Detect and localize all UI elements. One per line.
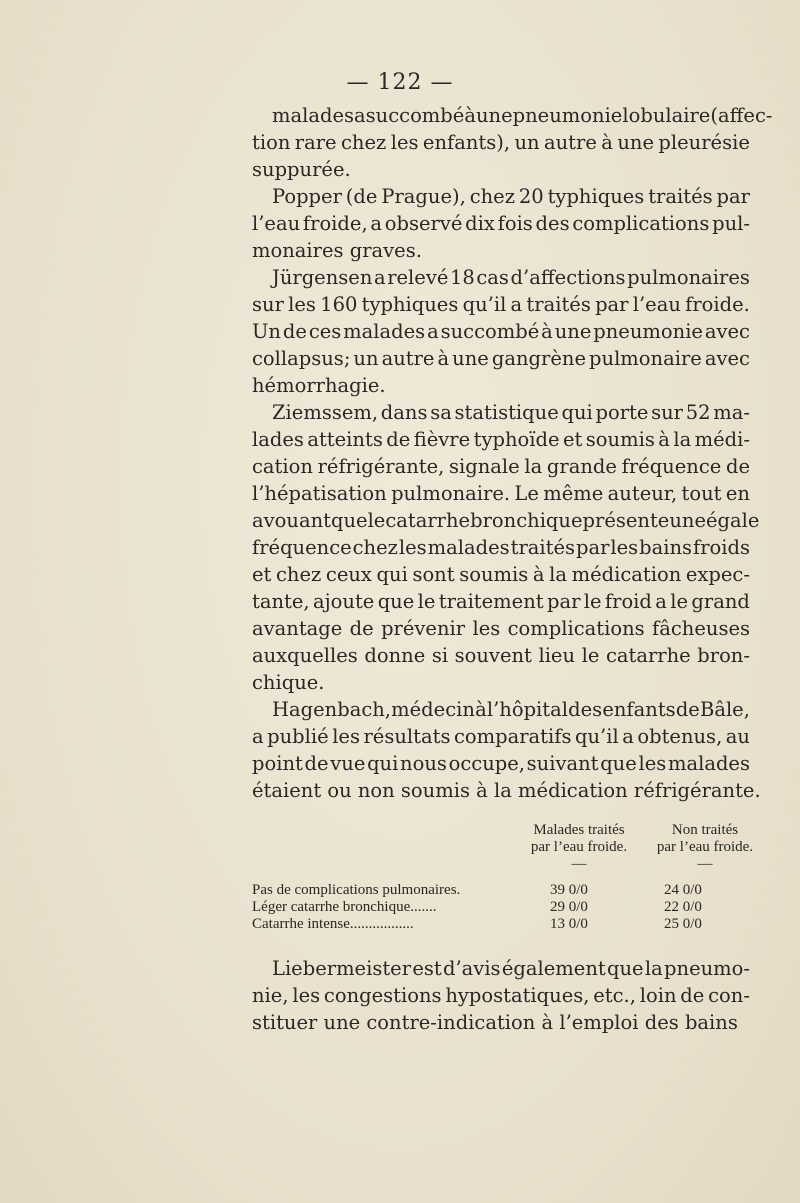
text-line: avantage de prévenir les complications fâcheuses bbox=[252, 617, 750, 640]
row-label: Pas de complications pulmonaires. bbox=[252, 882, 461, 898]
text-line: a publié les résultats comparatifs qu’il a obtenus, au bbox=[252, 725, 750, 748]
text-line: avouant que le catarrhe bronchique présente une égale bbox=[252, 509, 760, 532]
text-line: étaient ou non soumis à la médication réfrigérante. bbox=[252, 779, 761, 802]
text-line: l’hépatisation pulmonaire. Le même auteur, tout en bbox=[252, 482, 750, 505]
row-label: Catarrhe intense................. bbox=[252, 916, 414, 932]
text-line: collapsus; un autre à une gangrène pulmonaire avec bbox=[252, 347, 750, 370]
body-text-bottom bbox=[252, 955, 750, 1036]
column-header-line: Malades traités bbox=[533, 822, 625, 838]
row-value-treated: 29 0/0 bbox=[550, 899, 588, 915]
row-value-treated: 13 0/0 bbox=[550, 916, 588, 932]
text-line: chique. bbox=[252, 671, 325, 694]
row-value-treated: 39 0/0 bbox=[550, 882, 588, 898]
text-line: hémorrhagie. bbox=[252, 374, 386, 397]
text-line: sur les 160 typhiques qu’il a traités par l’eau froide. bbox=[252, 293, 750, 316]
text-line: Liebermeister est d’avis également que la pneumo- bbox=[272, 957, 750, 980]
column-header-line: par l’eau froide. bbox=[530, 839, 628, 855]
row-value-untreated: 22 0/0 bbox=[664, 899, 702, 915]
text-line: cation réfrigérante, signale la grande fréquence de bbox=[252, 455, 750, 478]
text-line: lades atteints de fièvre typhoïde et soumis à la médi- bbox=[252, 428, 750, 451]
table-row bbox=[252, 916, 752, 933]
table-row bbox=[252, 882, 752, 899]
text-line: malades a succombé à une pneumonie lobulaire (affec- bbox=[272, 104, 773, 127]
text-line: tante, ajoute que le traitement par le froid a le grand bbox=[252, 590, 750, 613]
text-line: et chez ceux qui sont soumis à la médication expec- bbox=[252, 563, 750, 586]
text-line: point de vue qui nous occupe, suivant que les malades bbox=[252, 752, 750, 775]
row-value-untreated: 24 0/0 bbox=[664, 882, 702, 898]
column-header-untreated bbox=[640, 822, 770, 873]
statistics-table bbox=[252, 822, 752, 933]
text-line: Jürgensen a relevé 18 cas d’affections pulmonaires bbox=[272, 266, 750, 289]
text-line: monaires graves. bbox=[252, 239, 422, 262]
body-text-top bbox=[252, 102, 773, 804]
column-header-treated bbox=[514, 822, 644, 873]
column-header-line: par l’eau froide. bbox=[656, 839, 754, 855]
column-header-dash: — bbox=[697, 856, 713, 872]
text-line: Ziemssem, dans sa statistique qui porte sur 52 ma- bbox=[272, 401, 750, 424]
page-number: — 122 — bbox=[346, 70, 454, 95]
text-line: tion rare chez les enfants), un autre à une pleurésie bbox=[252, 131, 750, 154]
text-line: Un de ces malades a succombé à une pneumonie avec bbox=[252, 320, 750, 343]
text-line: nie, les congestions hypostatiques, etc., loin de con- bbox=[252, 984, 750, 1007]
text-line: Popper (de Prague), chez 20 typhiques traités par bbox=[272, 185, 750, 208]
text-line: stituer une contre-indication à l’emploi des bains bbox=[252, 1011, 738, 1034]
row-value-untreated: 25 0/0 bbox=[664, 916, 702, 932]
text-line: suppurée. bbox=[252, 158, 351, 181]
column-header-line: Non traités bbox=[671, 822, 739, 838]
table-header bbox=[252, 822, 752, 882]
text-line: Hagenbach, médecin à l’hôpital des enfants de Bâle, bbox=[272, 698, 750, 721]
text-line: l’eau froide, a observé dix fois des complications pul- bbox=[252, 212, 750, 235]
row-label: Léger catarrhe bronchique....... bbox=[252, 899, 437, 915]
column-header-dash: — bbox=[571, 856, 587, 872]
table-row bbox=[252, 899, 752, 916]
text-line: auxquelles donne si souvent lieu le catarrhe bron- bbox=[252, 644, 750, 667]
text-line: fréquence chez les malades traités par les bains froids bbox=[252, 536, 750, 559]
